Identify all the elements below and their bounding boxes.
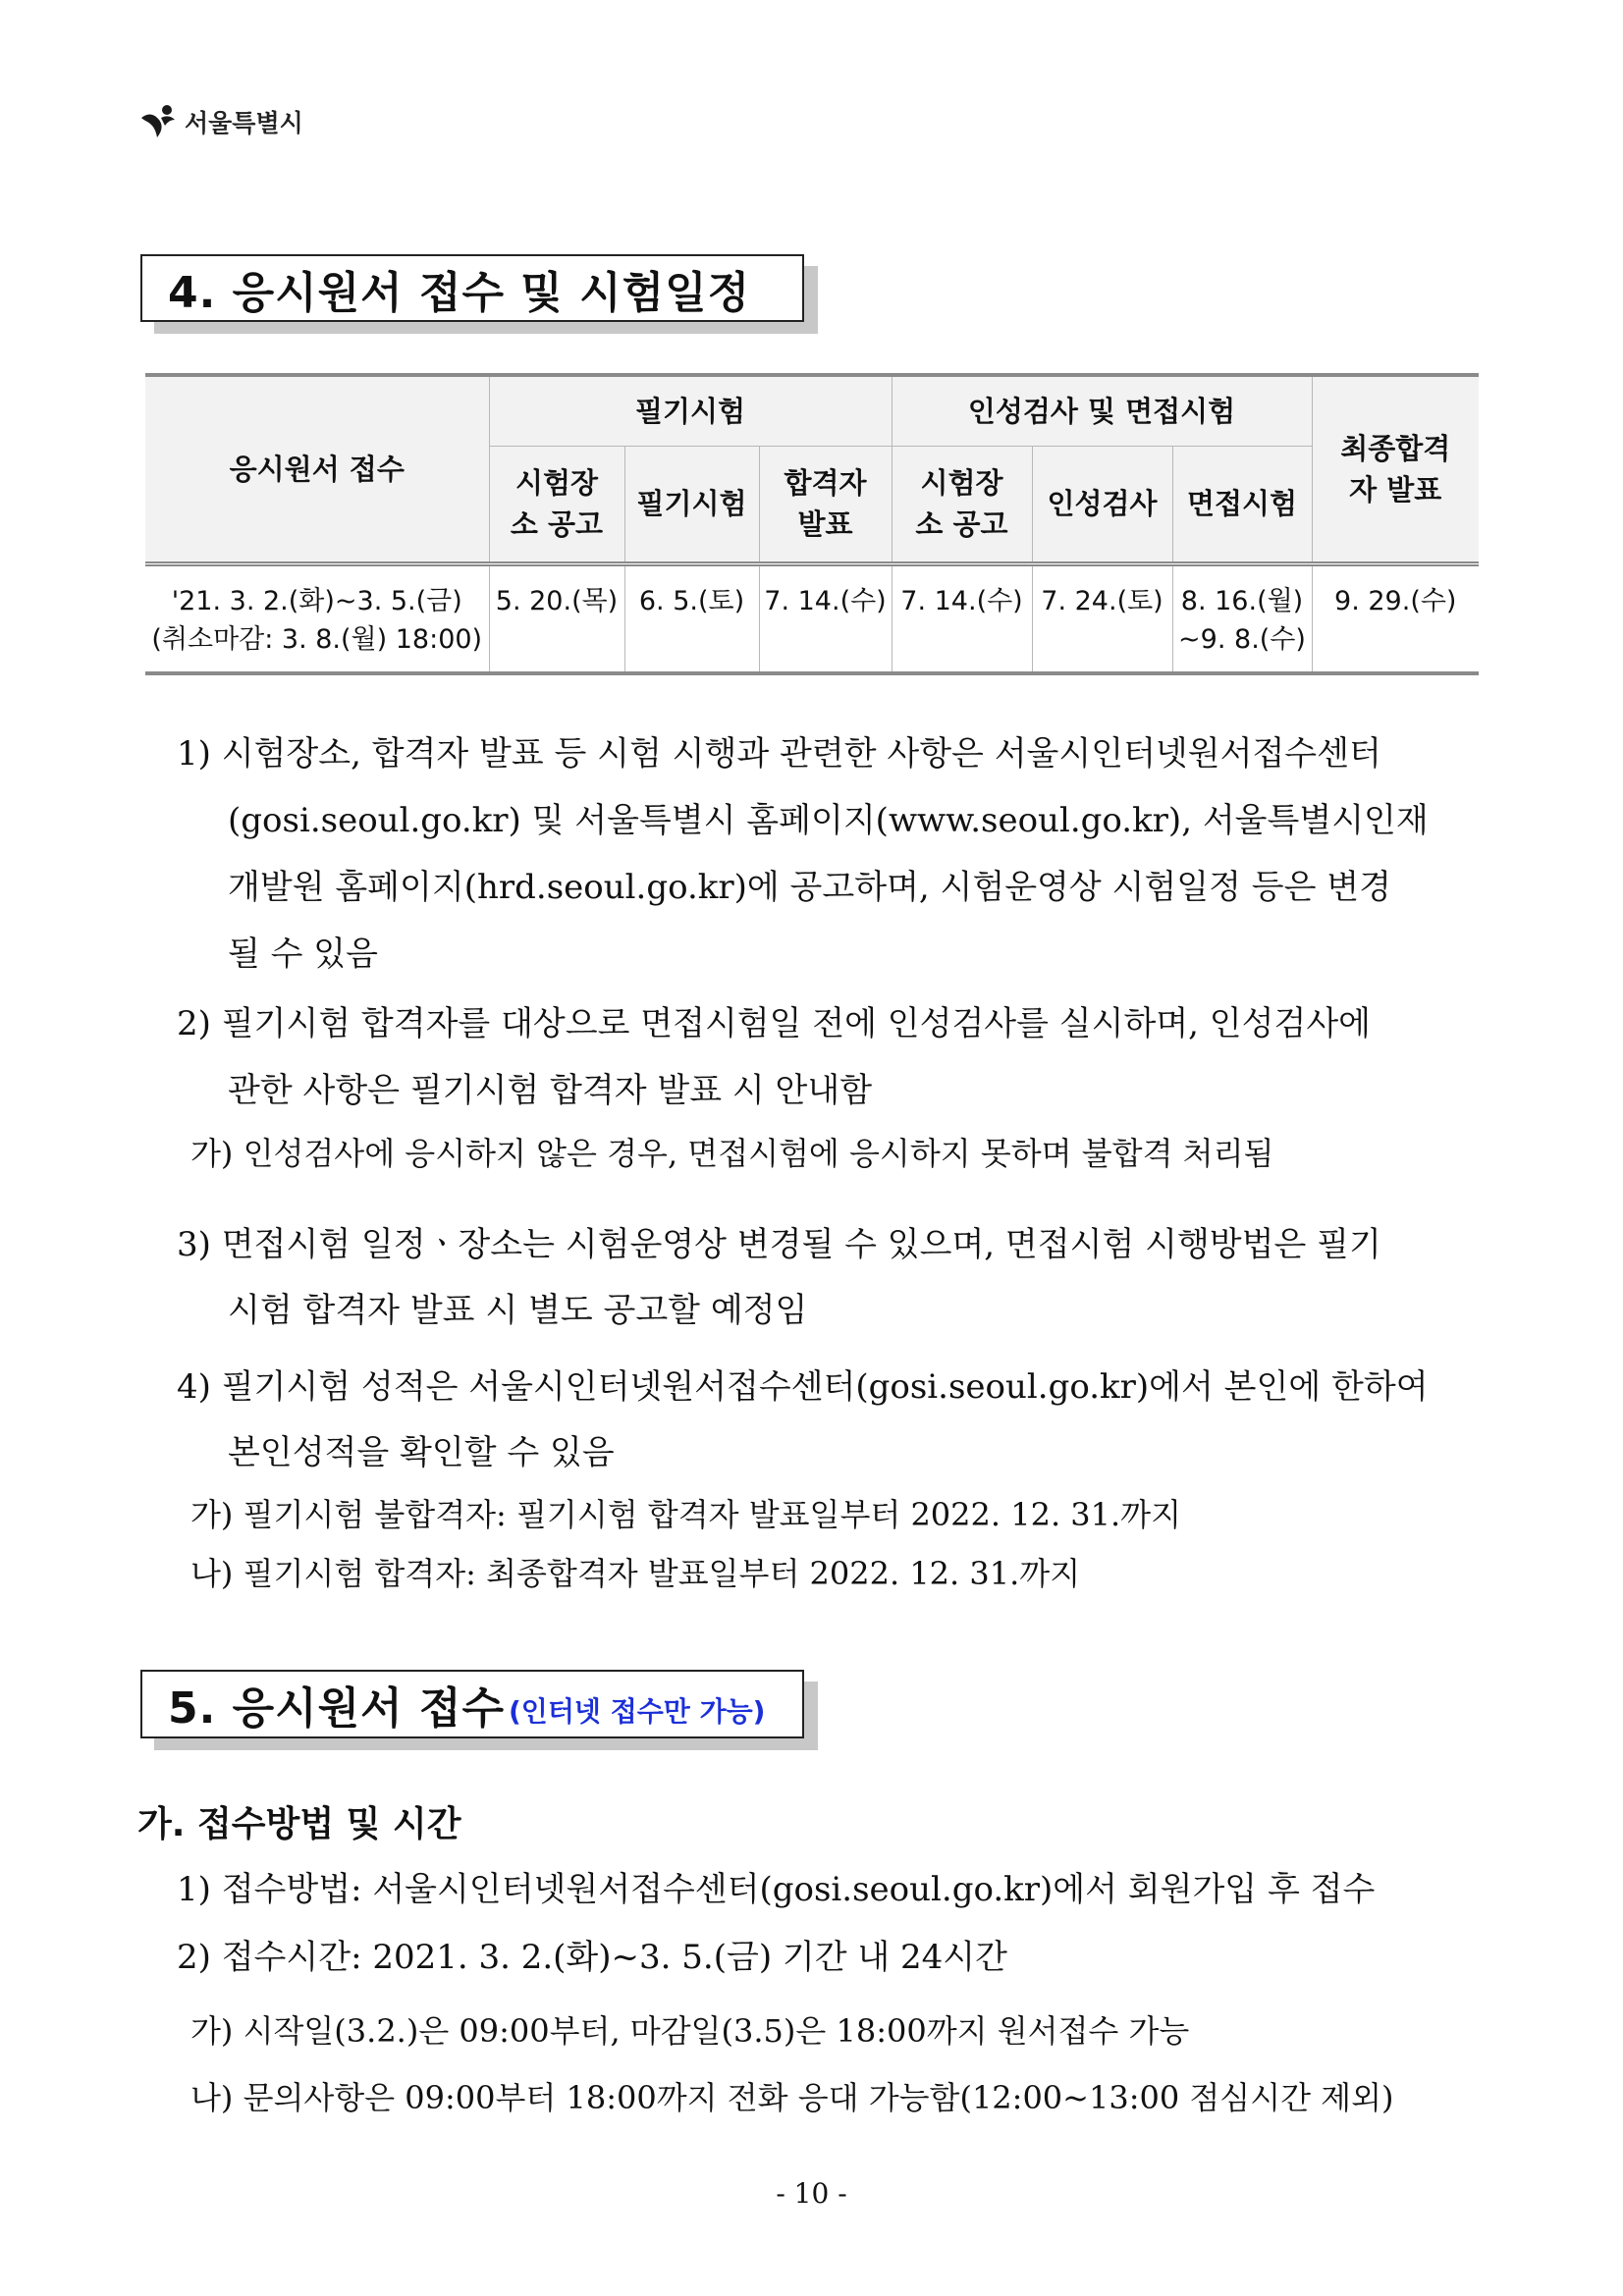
note-1-line-4: 될 수 있음 <box>228 934 378 974</box>
page-number: - 10 - <box>776 2177 847 2210</box>
note-3-line-2: 시험 합격자 발표 시 별도 공고할 예정임 <box>228 1291 808 1330</box>
subsection-ga-title: 가. 접수방법 및 시간 <box>137 1804 461 1844</box>
note-3-line-1: 3) 면접시험 일정ㆍ장소는 시험운영상 변경될 수 있으며, 면접시험 시행방법은 필기 <box>177 1225 1381 1264</box>
note-1-line-1: 1) 시험장소, 합격자 발표 등 시험 시행과 관련한 사항은 서울시인터넷원서접수센터 <box>177 734 1381 774</box>
header-venue-notice-1-text: 시험장소 공고 <box>510 465 604 541</box>
receipt-time-sub-1: 가) 시작일(3.2.)은 09:00부터, 마감일(3.5)은 18:00까지 원서접수 가능 <box>190 2012 1190 2050</box>
header-pass-announce <box>759 446 892 563</box>
header-interview: 면접시험 <box>1172 446 1312 563</box>
section4-heading <box>140 254 804 322</box>
application-cancel-deadline: (취소마감: 3. 8.(월) 18:00) <box>151 623 483 655</box>
receipt-time: 2) 접수시간: 2021. 3. 2.(화)~3. 5.(금) 기간 내 24시간 <box>177 1938 1007 1977</box>
section5-subtitle: (인터넷 접수만 가능) <box>509 1695 766 1728</box>
header-application: 응시원서 접수 <box>145 375 489 563</box>
cell-final-date: 9. 29.(수) <box>1312 563 1479 673</box>
cell-interview-date <box>1172 563 1312 673</box>
receipt-time-sub-2: 나) 문의사항은 09:00부터 18:00까지 전화 응대 가능함(12:00~13:00 점심시간 제외) <box>190 2079 1394 2116</box>
note-4-sub-1: 가) 필기시험 불합격자: 필기시험 합격자 발표일부터 2022. 12. 31.까지 <box>190 1496 1182 1533</box>
seoul-emblem-icon <box>137 104 179 139</box>
note-4-line-2: 본인성적을 확인할 수 있음 <box>228 1433 615 1472</box>
note-4-line-1: 4) 필기시험 성적은 서울시인터넷원서접수센터(gosi.seoul.go.kr)에서 본인에 한하여 <box>177 1367 1429 1407</box>
header-written-exam-group: 필기시험 <box>489 375 892 446</box>
cell-venue1-date: 5. 20.(목) <box>489 563 624 673</box>
note-4-sub-2: 나) 필기시험 합격자: 최종합격자 발표일부터 2022. 12. 31.까지 <box>190 1555 1081 1592</box>
cell-venue2-date: 7. 14.(수) <box>892 563 1032 673</box>
header-written-exam: 필기시험 <box>624 446 759 563</box>
header-venue-notice-2-text: 시험장소 공고 <box>915 465 1008 541</box>
application-period-line1: '21. 3. 2.(화)~3. 5.(금) <box>171 585 462 616</box>
header-aptitude-test: 인성검사 <box>1032 446 1172 563</box>
cell-written-date: 6. 5.(토) <box>624 563 759 673</box>
interview-date-line1: 8. 16.(월) <box>1180 585 1304 616</box>
section5-heading <box>140 1670 804 1738</box>
receipt-method: 1) 접수방법: 서울시인터넷원서접수센터(gosi.seoul.go.kr)에서 회원가입 후 접수 <box>177 1870 1376 1909</box>
cell-application-period <box>145 563 489 673</box>
header-final-announcement <box>1312 375 1479 563</box>
cell-aptitude-date: 7. 24.(토) <box>1032 563 1172 673</box>
header-aptitude-interview-group: 인성검사 및 면접시험 <box>892 375 1312 446</box>
org-name: 서울특별시 <box>185 109 303 137</box>
header-pass-announce-text: 합격자 발표 <box>784 465 867 541</box>
seoul-logo <box>137 104 303 139</box>
header-venue-notice-2 <box>892 446 1032 563</box>
header-venue-notice-1 <box>489 446 624 563</box>
section5-title: 5. 응시원서 접수 <box>168 1683 505 1734</box>
header-final-text: 최종합격자 발표 <box>1340 431 1451 507</box>
exam-schedule-table <box>145 373 1479 675</box>
note-2-sub-1: 가) 인성검사에 응시하지 않은 경우, 면접시험에 응시하지 못하며 불합격 처리됨 <box>190 1135 1274 1172</box>
note-2-line-1: 2) 필기시험 합격자를 대상으로 면접시험일 전에 인성검사를 실시하며, 인성검사에 <box>177 1004 1372 1043</box>
section4-title: 4. 응시원서 접수 및 시험일정 <box>168 267 751 318</box>
note-1-line-2: (gosi.seoul.go.kr) 및 서울특별시 홈페이지(www.seoul.go.kr), 서울특별시인재 <box>228 801 1429 840</box>
interview-date-line2: ~9. 8.(수) <box>1178 623 1306 655</box>
note-2-line-2: 관한 사항은 필기시험 합격자 발표 시 안내함 <box>228 1071 873 1110</box>
note-1-line-3: 개발원 홈페이지(hrd.seoul.go.kr)에 공고하며, 시험운영상 시험일정 등은 변경 <box>228 868 1391 907</box>
cell-pass-date: 7. 14.(수) <box>759 563 892 673</box>
